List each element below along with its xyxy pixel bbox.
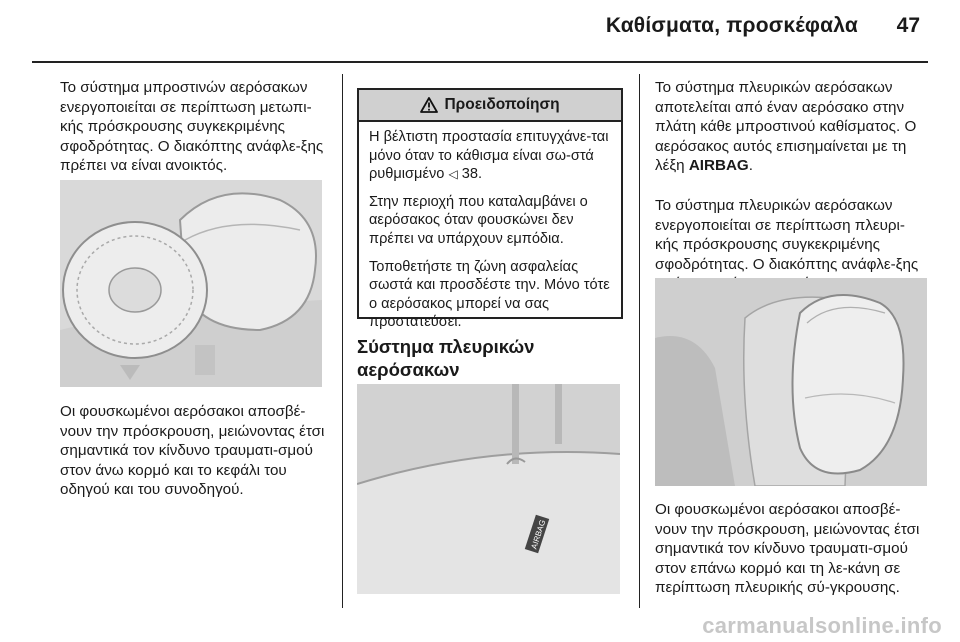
section-heading: Σύστημα πλευρικών αερόσακων <box>357 336 535 380</box>
warning-title: Προειδοποίηση <box>444 96 560 113</box>
warning-triangle-icon <box>420 97 438 113</box>
left-caption-paragraph: Οι φουσκωμένοι αερόσακοι αποσβέ-νουν την πρόσκρουση, μειώνοντας έτσι σημαντικά τον κίνδυνο τραυματι-σμού στον άνω κορμό και το κεφάλι του οδηγού και του συνοδηγού. <box>60 403 325 499</box>
side-airbag-illustration <box>655 278 927 486</box>
column-divider-left <box>342 74 343 608</box>
warning-paragraph-1: Η βέλτιστη προστασία επιτυγχάνε-ται μόνο όταν το κάθισμα είναι σω-στά ρυθμισμένο ◁ 38. <box>369 129 609 183</box>
watermark: carmanualsonline.info <box>702 613 942 638</box>
warning-paragraph-2: Στην περιοχή που καταλαμβάνει ο αερόσακος όταν φουσκώνει δεν πρέπει να υπάρχουν εμπόδια. <box>369 193 588 247</box>
front-airbag-illustration <box>60 180 322 387</box>
page-number: 47 <box>896 14 920 37</box>
warning-paragraph-3: Τοποθετήστε τη ζώνη ασφαλείας σωστά και προσδέστε την. Μόνο τότε ο αερόσακος μπορεί να σας προστατεύσει. <box>369 258 610 331</box>
page-reference-icon: ◁ <box>448 167 458 182</box>
header-rule <box>32 61 928 63</box>
warning-box <box>357 88 623 331</box>
seat-airbag-tag: AIRBAG <box>529 518 548 551</box>
column-divider-right <box>639 74 640 608</box>
page-title: Καθίσματα, προσκέφαλα <box>605 14 858 37</box>
warning-header <box>359 90 621 122</box>
right-caption-paragraph: Οι φουσκωμένοι αερόσακοι αποσβέ-νουν την πρόσκρουση, μειώνοντας έτσι σημαντικά τον κίνδυνο τραυματι-σμού στον επάνω κορμό και τη λε-κάνη σε περίπτωση πλευρικής σύ-γκρουσης. <box>655 501 920 597</box>
seat-airbag-label-illustration <box>357 384 620 594</box>
left-intro-paragraph: Το σύστημα μπροστινών αερόσακων ενεργοποιείται σε περίπτωση μετωπι-κής πρόσκρουσης συγκεκριμένης σφοδρότητας. Ο διακόπτης ανάφλε-ξης πρέπει να είναι ανοικτός. <box>60 79 324 175</box>
right-paragraph-1: Το σύστημα πλευρικών αερόσακων αποτελείται από έναν αερόσακο στην πλάτη κάθε μπροστινού καθίσματος. Ο αερόσακος αυτός επισημαίνεται με τη λέξη AIRBAG. <box>655 79 917 175</box>
right-paragraph-2: Το σύστημα πλευρικών αερόσακων ενεργοποιείται σε περίπτωση πλευρι-κής πρόσκρουσης συγκεκριμένης σφοδρότητας. Ο διακόπτης ανάφλε-ξης <box>655 197 919 273</box>
